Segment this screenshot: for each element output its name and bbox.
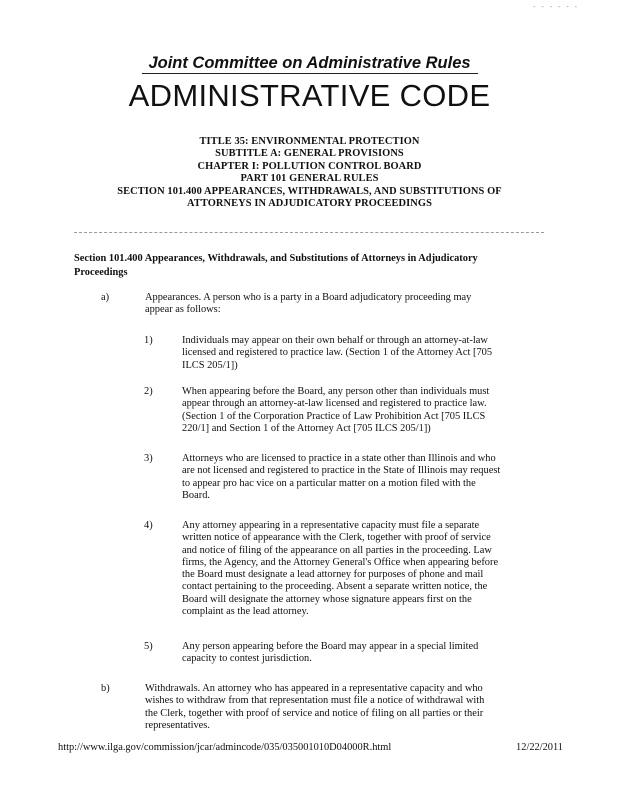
- list-item: [144, 386, 564, 438]
- section-heading-line: Proceedings: [74, 267, 128, 278]
- subsection-a: [101, 292, 561, 320]
- list-item: [144, 335, 564, 375]
- text-line: Appearances. A person who is a party in a Board adjudicatory proceeding may: [145, 292, 472, 303]
- item-marker: 1): [144, 335, 153, 346]
- committee-title: Joint Committee on Administrative Rules: [148, 54, 471, 72]
- text-line: Attorneys who are licensed to practice in a state other than Illinois and who: [182, 453, 496, 464]
- heading-line: TITLE 35: ENVIRONMENTAL PROTECTION: [199, 136, 420, 147]
- text-line: representatives.: [145, 719, 210, 731]
- text-line: 220/1] and Section 1 of the Attorney Act [705 ILCS 205/1]): [182, 422, 431, 434]
- text-line: appear as follows:: [145, 304, 221, 316]
- text-line: ILCS 205/1]): [182, 359, 238, 371]
- text-line: and notice of filing of the appearance on all parties in the proceeding. Law: [182, 544, 492, 556]
- text-line: firms, the Agency, and the Attorney General's Office when appearing before: [182, 556, 499, 568]
- title-headings: [0, 136, 619, 210]
- section-heading-line: Section 101.400 Appearances, Withdrawals, and Substitutions of Attorneys in Adjudicatory: [74, 253, 478, 264]
- text-line: (Section 1 of the Corporation Practice of Law Prohibition Act [705 ILCS: [182, 410, 486, 422]
- heading-line: SECTION 101.400 APPEARANCES, WITHDRAWALS, AND SUBSTITUTIONS OF: [117, 185, 502, 197]
- text-line: to appear pro hac vice on a particular matter on a motion filed with the: [182, 477, 476, 489]
- source-url: http://www.ilga.gov/commission/jcar/admincode/035/035001010D04000R.html: [58, 742, 392, 753]
- heading-line: PART 101 GENERAL RULES: [240, 173, 379, 185]
- text-line: Withdrawals. An attorney who has appeared in a representative capacity and who: [145, 683, 483, 694]
- section-heading: [74, 252, 554, 280]
- text-line: appear through an attorney-at-law licensed and registered to practice law.: [182, 398, 487, 410]
- text-line: licensed and registered to practice law. (Section 1 of the Attorney Act [705: [182, 347, 493, 359]
- heading-line: ATTORNEYS IN ADJUDICATORY PROCEEDINGS: [187, 198, 432, 210]
- text-line: capacity to contest jurisdiction.: [182, 653, 312, 665]
- item-marker: 4): [144, 520, 153, 531]
- text-line: written notice of appearance with the Clerk, together with proof of service: [182, 532, 491, 544]
- subsection-marker: b): [101, 683, 110, 694]
- subsection-marker: a): [101, 292, 110, 303]
- separator-rule: [74, 232, 544, 233]
- list-item: [144, 520, 564, 620]
- print-date: 12/22/2011: [516, 742, 563, 753]
- text-line: Any attorney appearing in a representative capacity must file a separate: [182, 520, 480, 531]
- text-line: complaint as the lead attorney.: [182, 606, 309, 618]
- subsection-b: [101, 683, 561, 735]
- text-line: contact pertaining to the proceeding. Absent a separate written notice, the: [182, 581, 488, 593]
- code-title: ADMINISTRATIVE CODE: [128, 78, 491, 113]
- text-line: Board.: [182, 489, 210, 501]
- list-item: [144, 453, 564, 505]
- text-line: are not licensed and registered to practice in the State of Illinois may request: [182, 465, 501, 477]
- item-marker: 3): [144, 453, 153, 464]
- text-line: Board will designate the attorney whose signature appears first on the: [182, 593, 472, 605]
- text-line: the Clerk, together with proof of service and notice of filing on all parties or their: [145, 707, 484, 719]
- text-line: wishes to withdraw from that representation must file a notice of withdrawal with: [145, 695, 485, 707]
- text-line: the Board must designate a lead attorney for purposes of phone and mail: [182, 569, 484, 581]
- text-line: When appearing before the Board, any person other than individuals must: [182, 386, 490, 397]
- page-number: - - - - - -: [533, 4, 579, 11]
- list-item: [144, 641, 564, 669]
- text-line: Any person appearing before the Board may appear in a special limited: [182, 641, 479, 652]
- page-footer: [58, 742, 563, 753]
- committee-underline: [142, 73, 478, 74]
- heading-line: CHAPTER I: POLLUTION CONTROL BOARD: [197, 160, 422, 172]
- item-marker: 2): [144, 386, 153, 397]
- item-marker: 5): [144, 641, 153, 652]
- text-line: Individuals may appear on their own behalf or through an attorney-at-law: [182, 335, 488, 346]
- heading-line: SUBTITLE A: GENERAL PROVISIONS: [215, 148, 404, 160]
